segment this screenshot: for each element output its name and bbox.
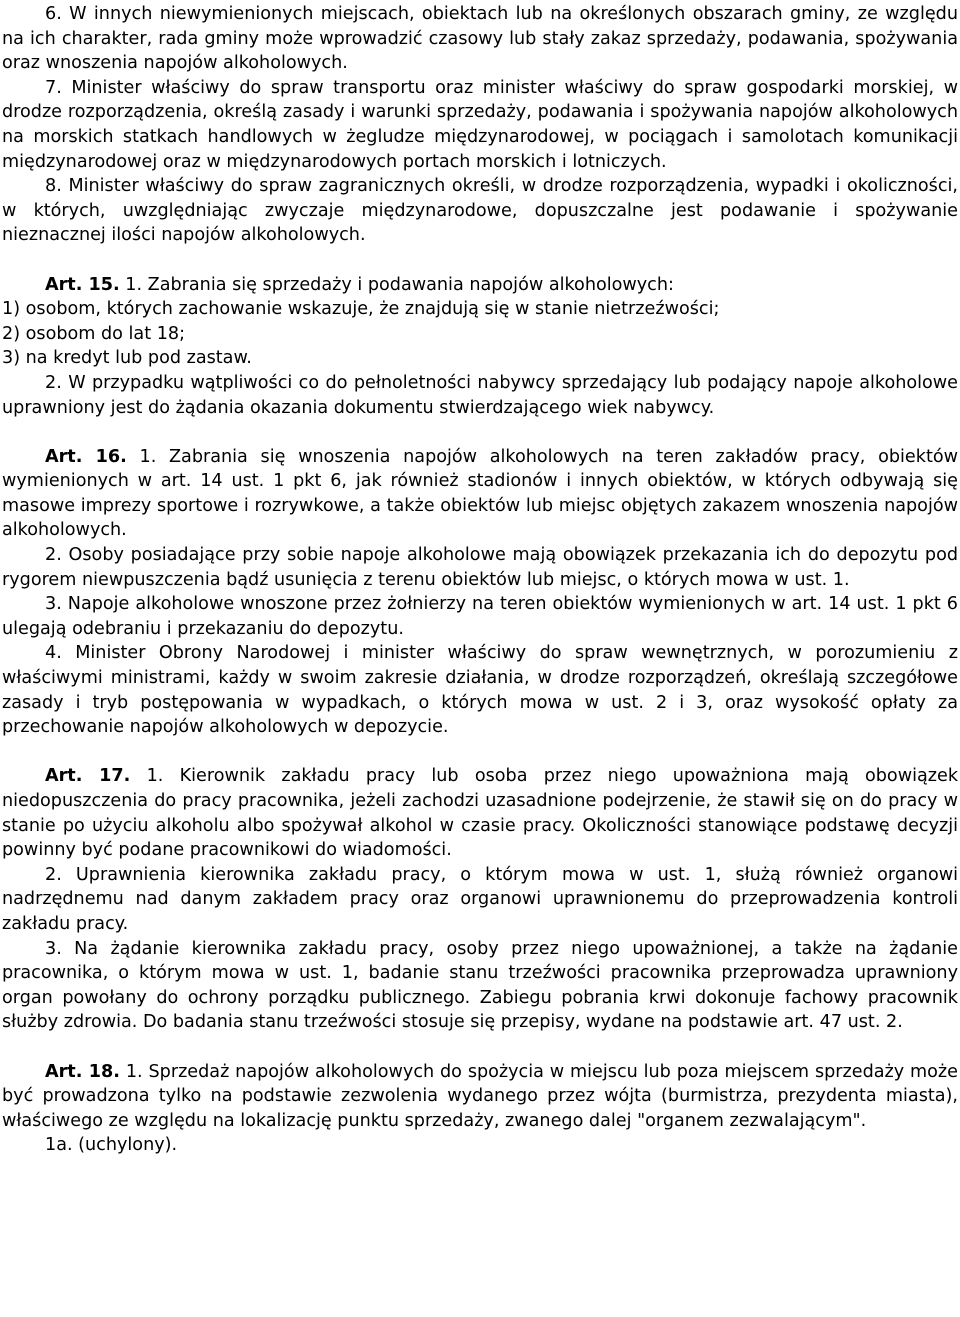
paragraph: 2. Osoby posiadające przy sobie napoje alkoholowe mają obowiązek przekazania ich do depozytu pod rygorem niewpuszczenia bądź usunięcia z terenu obiektów lub miejsc, o których mowa w ust. 1. xyxy=(2,545,958,590)
list-item: 1) osobom, których zachowanie wskazuje, że znajdują się w stanie nietrzeźwości; xyxy=(2,299,720,320)
list-item: 3) na kredyt lub pod zastaw. xyxy=(2,348,252,369)
paragraph: 3. Napoje alkoholowe wnoszone przez żołnierzy na teren obiektów wymienionych w art. 14 ust. 1 pkt 6 ulegają odebraniu i przekazaniu do depozytu. xyxy=(2,594,958,639)
article-heading: Art. 17. xyxy=(45,766,131,787)
paragraph: 2. W przypadku wątpliwości co do pełnoletności nabywcy sprzedający lub podający napoje alkoholowe uprawniony jest do żądania okazania dokumentu stwierdzającego wiek nabywcy. xyxy=(2,372,958,418)
article-heading: Art. 18. xyxy=(45,1061,120,1082)
article-paragraph xyxy=(2,273,958,298)
article-paragraph xyxy=(2,1060,958,1134)
article-text: 1. Zabrania się sprzedaży i podawania napojów alkoholowych: xyxy=(119,274,674,295)
article-text: 1. Zabrania się wnoszenia napojów alkoholowych na teren zakładów pracy, obiektów wymienionych w art. 14 ust. 1 pkt 6, jak również stadionów i innych obiektów, w których odbywają się masowe imprezy sportowe i rozrywkowe, a także obiektów lub miejsc objętych zakazem wnoszenia napojów alkoholowych. xyxy=(2,446,958,541)
list-item: 2) osobom do lat 18; xyxy=(2,323,186,344)
paragraph: 7. Minister właściwy do spraw transportu oraz minister właściwy do spraw gospodarki morskiej, w drodze rozporządzenia, określą zasady i warunki sprzedaży, podawania i spożywania napojów alkoholowych na morskich statkach handlowych w żegludze międzynarodowej, w pociągach i samolotach komunikacji międzynarodowej oraz w międzynarodowych portach morskich i lotniczych. xyxy=(2,77,958,172)
article-heading: Art. 15. xyxy=(45,274,120,295)
paragraph: 3. Na żądanie kierownika zakładu pracy, osoby przez niego upoważnionej, a także na żądanie pracownika, o którym mowa w ust. 1, badanie stanu trzeźwości pracownika przeprowadza uprawniony organ powołany do ochrony porządku publicznego. Zabiegu pobrania krwi dokonuje fachowy pracownik służby zdrowia. Do badania stanu trzeźwości stosuje się przepisy, wydane na podstawie art. 47 ust. 2. xyxy=(2,938,958,1033)
article-paragraph xyxy=(2,445,958,543)
paragraph: 1a. (uchylony). xyxy=(45,1135,178,1156)
article-heading: Art. 16. xyxy=(45,446,127,467)
article-text: 1. Sprzedaż napojów alkoholowych do spożycia w miejscu lub poza miejscem sprzedaży może być prowadzona tylko na podstawie zezwolenia wydanego przez wójta (burmistrza, prezydenta miasta), właściwego ze względu na lokalizację punktu sprzedaży, zwanego dalej "organem zezwalającym". xyxy=(2,1061,958,1131)
article-text: 1. Kierownik zakładu pracy lub osoba przez niego upoważniona mają obowiązek niedopuszczenia do pracy pracownika, jeżeli zachodzi uzasadnione podejrzenie, że stawił się on do pracy w stanie po użyciu alkoholu albo spożywał alkohol w czasie pracy. Okoliczności stanowiące podstawę decyzji powinny być podane pracownikowi do wiadomości. xyxy=(2,766,959,861)
paragraph: 4. Minister Obrony Narodowej i minister właściwy do spraw wewnętrznych, w porozumieniu z właściwymi ministrami, każdy w swoim zakresie działania, w drodze rozporządzeń, określają szczegółowe zasady i tryb postępowania w wypadkach, o których mowa w ust. 2 i 3, oraz wysokość opłaty za przechowanie napojów alkoholowych w depozycie. xyxy=(2,643,958,738)
paragraph: 6. W innych niewymienionych miejscach, obiektach lub na określonych obszarach gminy, ze względu na ich charakter, rada gminy może wprowadzić czasowy lub stały zakaz sprzedaży, podawania, spożywania oraz wnoszenia napojów alkoholowych. xyxy=(2,4,958,74)
paragraph: 2. Uprawnienia kierownika zakładu pracy, o którym mowa w ust. 1, służą również organowi nadrzędnemu nad danym zakładem pracy oraz organowi uprawnionemu do przeprowadzenia kontroli zakładu pracy. xyxy=(2,864,958,934)
paragraph: 8. Minister właściwy do spraw zagranicznych określi, w drodze rozporządzenia, wypadki i okoliczności, w których, uwzględniając zwyczaje międzynarodowe, dopuszczalne jest podawanie i spożywanie nieznacznej ilości napojów alkoholowych. xyxy=(2,176,958,246)
article-paragraph xyxy=(2,764,958,862)
